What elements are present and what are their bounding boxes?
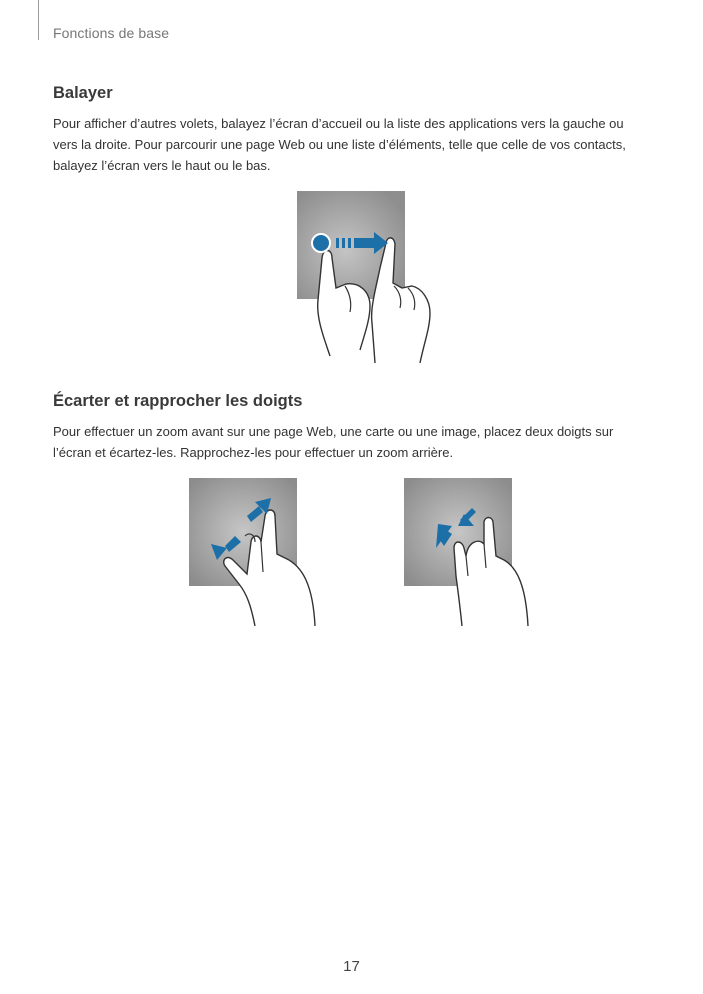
body-line: vers la droite. Pour parcourir une page Web ou une liste d’éléments, telle que celle de vos contacts, bbox=[53, 137, 626, 152]
margin-rule bbox=[38, 0, 39, 40]
section-title-balayer: Balayer bbox=[53, 84, 113, 102]
body-line: l’écran et écartez-les. Rapprochez-les pour effectuer un zoom arrière. bbox=[53, 445, 454, 460]
running-header: Fonctions de base bbox=[53, 25, 170, 41]
touch-point bbox=[312, 234, 330, 252]
pinch-fingers-icon bbox=[400, 476, 550, 628]
spread-fingers-icon bbox=[185, 476, 335, 628]
page-number: 17 bbox=[343, 958, 360, 975]
section-body-pinch bbox=[53, 421, 653, 463]
body-line: Pour afficher d’autres volets, balayez l’écran d’accueil ou la liste des applications vers la gauche ou bbox=[53, 116, 624, 131]
swipe-gesture-icon bbox=[290, 188, 440, 363]
body-line: balayez l’écran vers le haut ou le bas. bbox=[53, 158, 271, 173]
body-line: Pour effectuer un zoom avant sur une page Web, une carte ou une image, placez deux doigts sur bbox=[53, 424, 614, 439]
section-body-balayer bbox=[53, 113, 653, 176]
section-title-pinch: Écarter et rapprocher les doigts bbox=[53, 392, 303, 410]
